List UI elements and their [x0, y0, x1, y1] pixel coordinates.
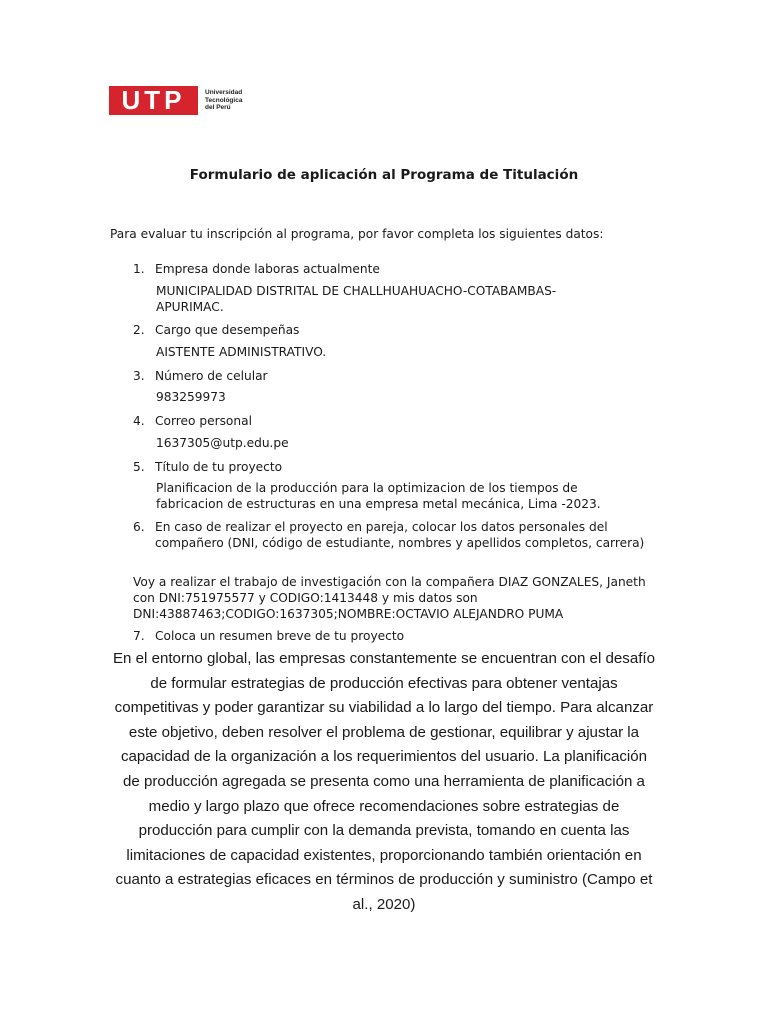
question-4: [133, 413, 645, 429]
form-intro: Para evaluar tu inscripción al programa, por favor completa los siguientes datos:: [110, 227, 604, 241]
logo-line-2: Tecnológica: [205, 96, 243, 104]
answer-2: AISTENTE ADMINISTRATIVO.: [156, 345, 327, 359]
question-number: 3.: [133, 369, 145, 383]
answer-3: 983259973: [156, 390, 226, 404]
question-number: 2.: [133, 323, 145, 337]
question-number: 7.: [133, 629, 145, 643]
question-3: [133, 368, 645, 384]
answer-6: Voy a realizar el trabajo de investigación con la compañera DIAZ GONZALES, Janeth con DNI:751975577 y CODIGO:1413448 y mis datos son DNI:43887463;CODIGO:1637305;NOMBRE:OCTAVIO ALEJANDRO PUMA: [133, 575, 646, 621]
question-number: 1.: [133, 262, 145, 276]
logo-wordmark: [205, 89, 242, 112]
project-summary: En el entorno global, las empresas constantemente se encuentran con el desafío de formular estrategias de producción efectivas para obtener ventajas competitivas y poder garantizar su viabilidad a lo largo del tiempo. Para alcanzar este objetivo, deben resolver el problema de gestionar, equilibrar y ajustar la capacidad de la organización a los requerimientos del usuario. La planificación de producción agregada se presenta como una herramienta de planificación a medio y largo plazo que ofrece recomendaciones sobre estrategias de producción para cumplir con la demanda prevista, tomando en cuenta las limitaciones de capacidad existentes, proporcionando también orientación en cuanto a estrategias eficaces en términos de producción y suministro (Campo et al., 2020): [112, 650, 656, 913]
question-number: 4.: [133, 414, 145, 428]
question-text: Correo personal: [155, 414, 252, 428]
answer-5: Planificacion de la producción para la optimizacion de los tiempos de fabricacion de estructuras en una empresa metal mecánica, Lima -2023.: [156, 481, 601, 511]
answer-1: MUNICIPALIDAD DISTRITAL DE CHALLHUAHUACHO-COTABAMBAS-APURIMAC.: [156, 284, 557, 314]
question-7: [133, 628, 645, 644]
logo-line-1: Universidad: [205, 89, 243, 97]
question-2: [133, 322, 645, 338]
question-number: 5.: [133, 460, 145, 474]
form-title: Formulario de aplicación al Programa de Titulación: [189, 167, 579, 183]
question-number: 6.: [133, 520, 145, 534]
question-1: [133, 261, 645, 277]
question-text: Coloca un resumen breve de tu proyecto: [155, 629, 405, 643]
question-5: [133, 459, 645, 475]
logo-line-3: del Perú: [205, 104, 231, 112]
utp-logo: [109, 86, 242, 115]
answer-4: 1637305@utp.edu.pe: [156, 436, 289, 450]
logo-mark: UTP: [109, 86, 198, 115]
question-text: Cargo que desempeñas: [155, 323, 300, 337]
question-text: Número de celular: [155, 369, 268, 383]
question-text: En caso de realizar el proyecto en pareja, colocar los datos personales del compañero (DNI, código de estudiante, nombres y apellidos completos, carrera): [155, 520, 645, 550]
question-6: [133, 519, 645, 551]
question-text: Empresa donde laboras actualmente: [155, 262, 380, 276]
question-text: Título de tu proyecto: [155, 460, 283, 474]
